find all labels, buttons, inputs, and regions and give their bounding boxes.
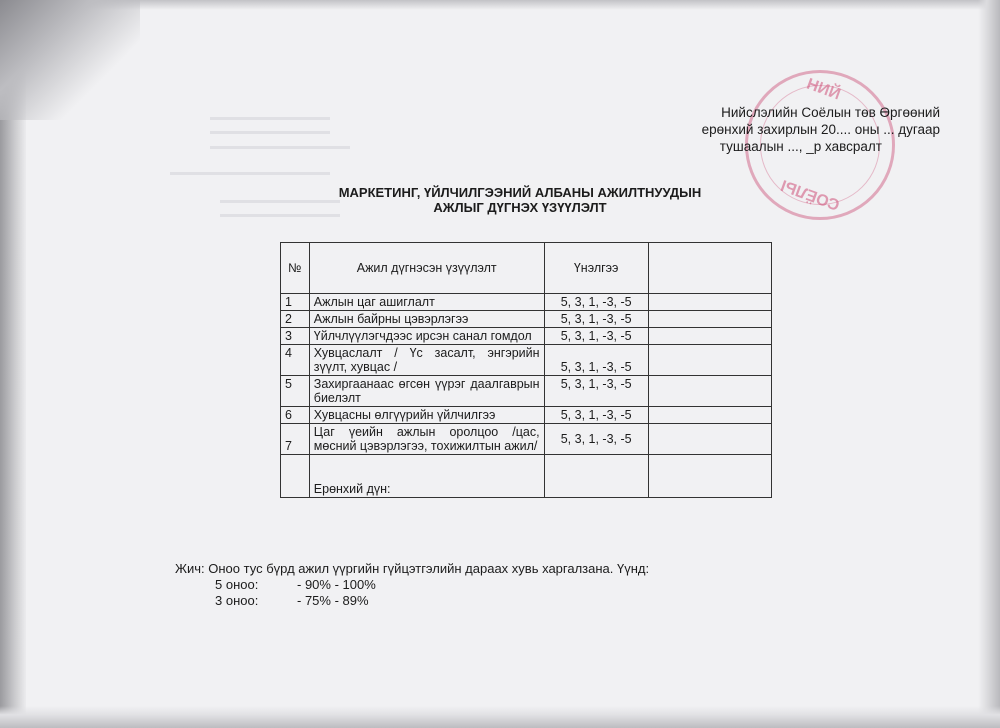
table-total-row xyxy=(281,455,772,498)
stamp-text-top: НИЙ xyxy=(804,75,843,104)
total-label: Ерөнхий дүн: xyxy=(309,455,544,498)
row-score: 5, 3, 1, -3, -5 xyxy=(544,328,648,345)
row-criterion: Цаг үеийн ажлын оролцоо /цас, мөсний цэвэрлэгээ, тохижилтын ажил/ xyxy=(309,424,544,455)
header-score: Үнэлгээ xyxy=(544,243,648,294)
row-extra xyxy=(648,311,771,328)
row-extra xyxy=(648,407,771,424)
row-score: 5, 3, 1, -3, -5 xyxy=(544,407,648,424)
row-score: 5, 3, 1, -3, -5 xyxy=(544,424,648,455)
footnote-item-value: - 75% - 89% xyxy=(297,593,369,608)
row-criterion: Ажлын цаг ашиглалт xyxy=(309,294,544,311)
footnote-item-label: 5 оноо: xyxy=(215,577,259,592)
row-number: 2 xyxy=(281,311,310,328)
row-criterion: Үйлчлүүлэгчдээс ирсэн санал гомдол xyxy=(309,328,544,345)
row-criterion: Хувцаслалт / Үс засалт, энгэрийн зүүлт, хувцас / xyxy=(309,345,544,376)
row-extra xyxy=(648,345,771,376)
stamp-text-bottom: СОЁЛЫ xyxy=(778,176,843,213)
document-title-line: АЖЛЫГ ДҮГНЭХ ҮЗҮҮЛЭЛТ xyxy=(433,200,607,215)
row-score: 5, 3, 1, -3, -5 xyxy=(544,311,648,328)
row-criterion: Ажлын байрны цэвэрлэгээ xyxy=(309,311,544,328)
appendix-header-line: ерөнхий захирлын 20.... оны ... дугаар xyxy=(701,122,940,137)
show-through-line xyxy=(210,131,330,134)
document-title-line: МАРКЕТИНГ, ҮЙЛЧИЛГЭЭНИЙ АЛБАНЫ АЖИЛТНУУДЫН xyxy=(338,185,702,200)
table-row xyxy=(281,311,772,328)
appendix-header-line: тушаалын ..., _р хавсралт xyxy=(719,139,882,154)
scan-shadow-corner xyxy=(0,0,140,120)
footnote-item xyxy=(175,593,649,609)
footnote xyxy=(175,561,649,609)
row-score: 5, 3, 1, -3, -5 xyxy=(544,376,648,407)
footnote-item xyxy=(175,577,649,593)
row-number: 5 xyxy=(281,376,310,407)
row-extra xyxy=(648,294,771,311)
row-extra xyxy=(648,376,771,407)
row-score: 5, 3, 1, -3, -5 xyxy=(544,345,648,376)
table-header-row xyxy=(281,243,772,294)
row-criterion: Захиргаанаас өгсөн үүрэг даалгаврын биелэлт xyxy=(309,376,544,407)
row-number: 3 xyxy=(281,328,310,345)
header-criterion: Ажил дүгнэсэн үзүүлэлт xyxy=(309,243,544,294)
table-row xyxy=(281,328,772,345)
row-criterion: Хувцасны өлгүүрийн үйлчилгээ xyxy=(309,407,544,424)
scan-shadow-bottom xyxy=(0,706,1000,728)
show-through-line xyxy=(210,146,350,149)
total-extra xyxy=(648,455,771,498)
total-number xyxy=(281,455,310,498)
document-title xyxy=(300,185,740,215)
row-extra xyxy=(648,328,771,345)
row-number: 7 xyxy=(281,424,310,455)
table-row xyxy=(281,376,772,407)
appendix-header xyxy=(640,104,940,155)
table-row xyxy=(281,294,772,311)
evaluation-table xyxy=(280,242,772,498)
show-through-line xyxy=(210,117,330,120)
header-number: № xyxy=(281,243,310,294)
total-score xyxy=(544,455,648,498)
row-number: 6 xyxy=(281,407,310,424)
row-extra xyxy=(648,424,771,455)
table-row xyxy=(281,424,772,455)
row-number: 4 xyxy=(281,345,310,376)
show-through-line xyxy=(170,172,330,175)
table-row xyxy=(281,407,772,424)
scan-shadow-right xyxy=(978,0,1000,728)
appendix-header-line: Нийслэлийн Соёлын төв Өргөөний xyxy=(721,105,940,120)
scan-shadow-top xyxy=(0,0,1000,10)
row-number: 1 xyxy=(281,294,310,311)
footnote-intro: Жич: Оноо тус бүрд ажил үүргийн гүйцэтгэлийн дараах хувь харгалзана. Үүнд: xyxy=(175,561,650,576)
row-score: 5, 3, 1, -3, -5 xyxy=(544,294,648,311)
table-row xyxy=(281,345,772,376)
footnote-item-value: - 90% - 100% xyxy=(297,577,376,592)
header-extra xyxy=(648,243,771,294)
footnote-item-label: 3 оноо: xyxy=(215,593,259,608)
